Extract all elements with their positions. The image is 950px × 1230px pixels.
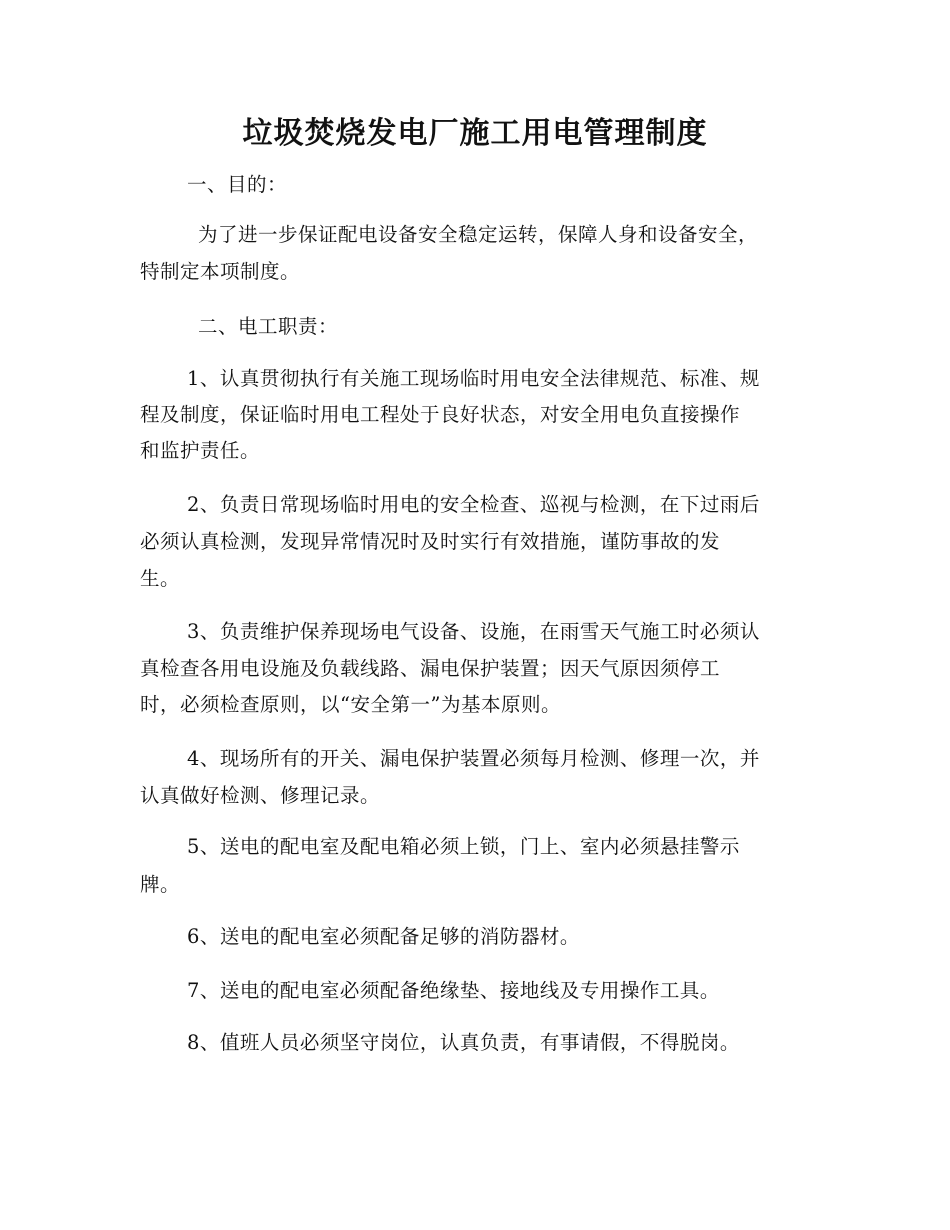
section-heading-duties: 二、电工职责： <box>198 315 339 338</box>
item-1-line-1: 1、认真贯彻执行有关施工现场临时用电安全法律规范、标准、规 <box>187 367 760 390</box>
document-title: 垃圾焚烧发电厂施工用电管理制度 <box>242 116 708 151</box>
paragraph-purpose-line-2: 特制定本项制度。 <box>140 260 301 283</box>
item-1-line-3: 和监护责任。 <box>140 439 261 462</box>
item-3-line-3: 时，必须检查原则，以“安全第一”为基本原则。 <box>140 693 561 716</box>
item-2-line-2: 必须认真检测，发现异常情况时及时实行有效措施，谨防事故的发 <box>140 530 721 553</box>
item-2-line-1: 2、负责日常现场临时用电的安全检查、巡视与检测，在下过雨后 <box>187 493 760 516</box>
item-5-line-1: 5、送电的配电室及配电箱必须上锁，门上、室内必须悬挂警示 <box>187 835 740 858</box>
item-3-line-2: 真检查各用电设施及负载线路、漏电保护装置；因天气原因须停工 <box>140 657 721 680</box>
item-8: 8、值班人员必须坚守岗位，认真负责，有事请假，不得脱岗。 <box>187 1031 740 1054</box>
section-heading-purpose: 一、目的： <box>187 173 288 196</box>
item-4-line-2: 认真做好检测、修理记录。 <box>140 784 381 807</box>
item-7: 7、送电的配电室必须配备绝缘垫、接地线及专用操作工具。 <box>187 979 720 1002</box>
item-6: 6、送电的配电室必须配备足够的消防器材。 <box>187 925 580 948</box>
paragraph-purpose-line-1: 为了进一步保证配电设备安全稳定运转，保障人身和设备安全， <box>198 223 759 246</box>
item-3-line-1: 3、负责维护保养现场电气设备、设施，在雨雪天气施工时必须认 <box>187 620 760 643</box>
item-5-line-2: 牌。 <box>140 873 181 896</box>
item-2-line-3: 生。 <box>140 567 181 590</box>
item-1-line-2: 程及制度，保证临时用电工程处于良好状态，对安全用电负直接操作 <box>140 403 741 426</box>
item-4-line-1: 4、现场所有的开关、漏电保护装置必须每月检测、修理一次，并 <box>187 747 760 770</box>
